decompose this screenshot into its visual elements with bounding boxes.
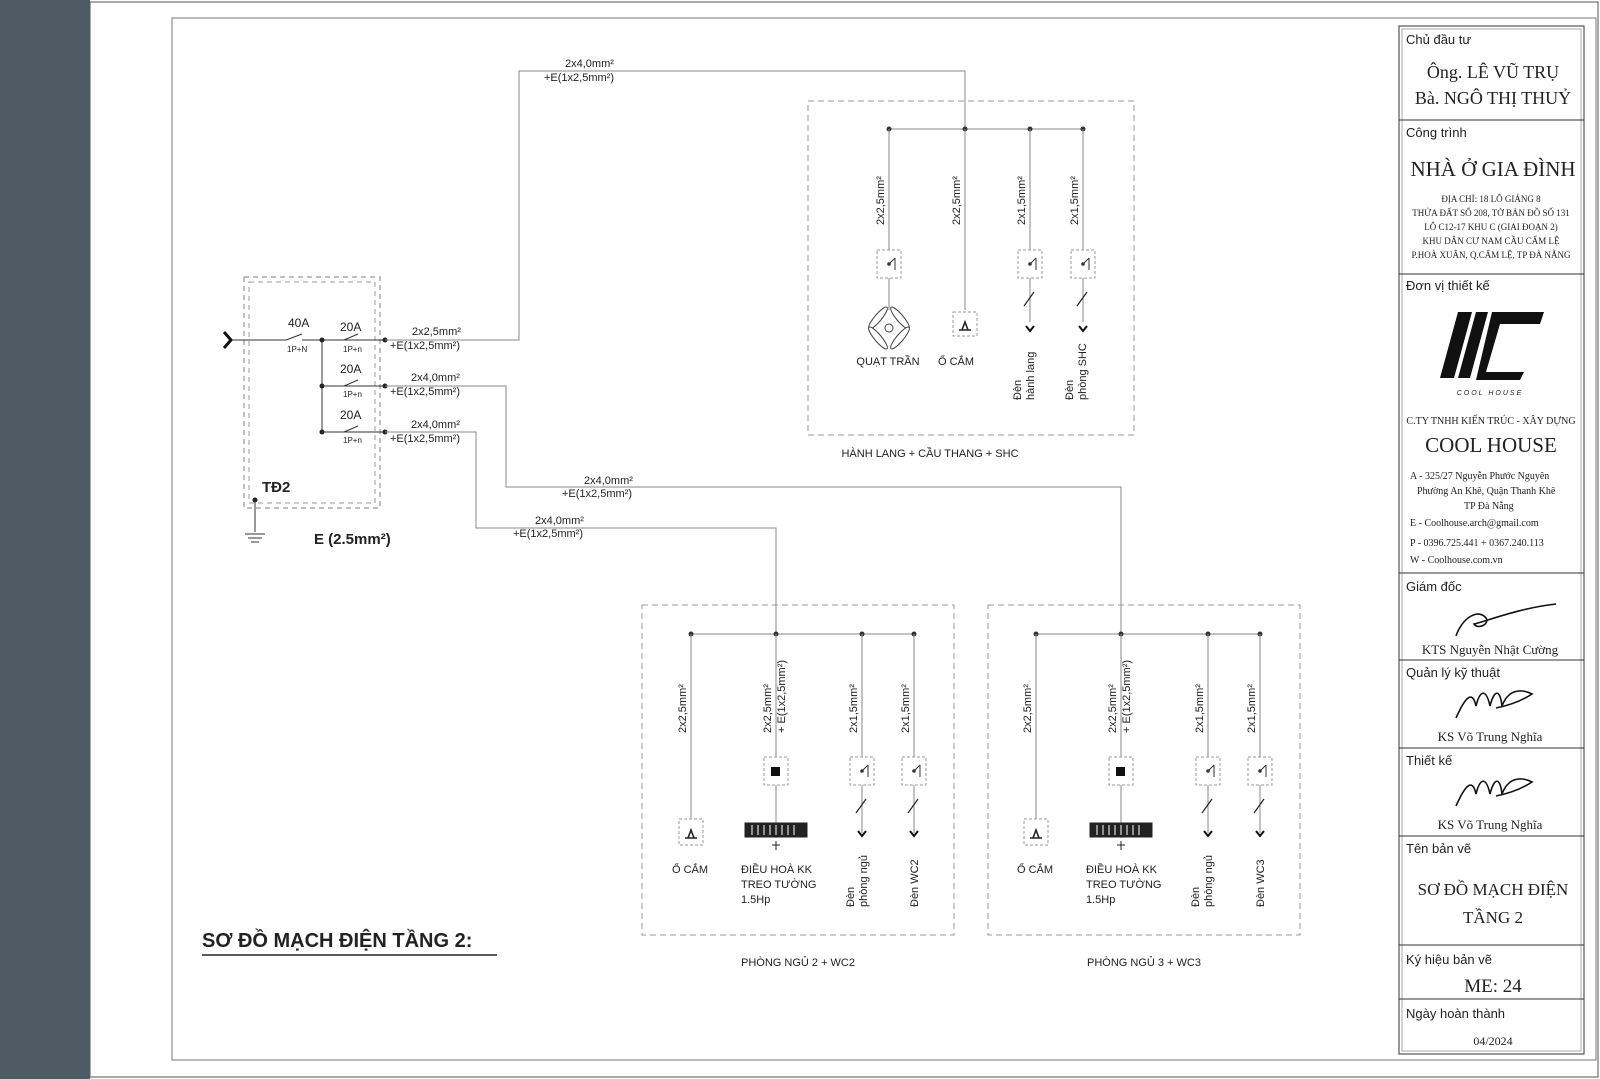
company-logo: [1440, 312, 1544, 397]
bed3-zone-label: PHÒNG NGỦ 3 + WC3: [1087, 957, 1201, 969]
bed2-wire-2-earth: + E(1x2,5mm²): [776, 659, 788, 733]
breaker-2-rating: 20A: [340, 362, 362, 376]
hall-wire-2: 2x2,5mm²: [951, 176, 963, 225]
drawing-code: ME: 24: [1464, 976, 1522, 997]
hall-wire-3: 2x1,5mm²: [1016, 176, 1028, 225]
company-address-3: TP Đà Nẵng: [1464, 501, 1514, 512]
tech-manager-label: Quản lý kỹ thuật: [1406, 665, 1500, 680]
designer-signature: [1456, 779, 1532, 806]
company-name: COOL HOUSE: [1425, 433, 1557, 457]
completion-date-label: Ngày hoàn thành: [1406, 1006, 1506, 1021]
bed2-ac-label-1: ĐIỀU HOÀ KK: [741, 864, 812, 876]
bed3-light1-a: Đèn: [1190, 886, 1202, 907]
bed3-wire-1: 2x2,5mm²: [1022, 684, 1034, 733]
hall-socket-label: Ổ CẮM: [937, 356, 975, 368]
bed3-light1-b: phòng ngủ: [1203, 855, 1215, 907]
project-label: Công trình: [1406, 125, 1467, 140]
cable-3-mid-earth: +E(1x2,5mm²): [513, 528, 583, 540]
company-email: E - Coolhouse.arch@gmail.com: [1410, 518, 1539, 529]
tech-manager-name: KS Võ Trung Nghĩa: [1437, 729, 1543, 744]
main-breaker-type: 1P+N: [287, 345, 308, 354]
breaker-3-type: 1P+n: [343, 436, 362, 445]
hall-light1-a: Đèn: [1012, 379, 1024, 400]
bed2-light1-a: Đèn: [845, 886, 857, 907]
address-3: LÔ C12-17 KHU C (GIAI ĐOẠN 2): [1424, 222, 1558, 232]
cable-1-earth: +E(1x2,5mm²): [390, 340, 460, 352]
address-4: KHU DÂN CƯ NAM CẦU CẨM LỆ: [1422, 236, 1560, 246]
bed2-wire-2: 2x2,5mm²: [762, 684, 774, 733]
lamp-icon: [1079, 326, 1087, 331]
drawing-name-label: Tên bản vẽ: [1406, 841, 1472, 856]
ceiling-fan-icon: [866, 305, 911, 351]
hall-light2-a: Đèn: [1064, 379, 1076, 400]
breaker-3-rating: 20A: [340, 408, 362, 422]
earth-label: E (2.5mm²): [314, 531, 391, 548]
bed3-wire-4: 2x1,5mm²: [1246, 684, 1258, 733]
owner-label: Chủ đầu tư: [1406, 32, 1472, 47]
tech-manager-signature: [1456, 691, 1532, 718]
company-type: C.TY TNHH KIẾN TRÚC - XÂY DỰNG: [1406, 416, 1576, 427]
hall-wire-4: 2x1,5mm²: [1069, 176, 1081, 225]
bed2-socket-label: Ổ CẮM: [671, 864, 709, 876]
bed2-light1-b: phòng ngủ: [858, 855, 870, 907]
cable-1-size: 2x2,5mm²: [412, 326, 461, 338]
bed3-ac-label-1: ĐIỀU HOÀ KK: [1086, 864, 1157, 876]
hall-fan-label: QUẠT TRẦN: [856, 356, 920, 368]
bed3-wire-2: 2x2,5mm²: [1107, 684, 1119, 733]
bed2-light2: Đèn WC2: [909, 859, 921, 907]
company-address-2: Phường An Khê, Quận Thanh Khê: [1417, 486, 1556, 497]
company-address-1: A - 325/27 Nguyễn Phước Nguyên: [1410, 471, 1550, 482]
incoming-feed-icon: [224, 332, 231, 348]
breaker-1-type: 1P+n: [343, 345, 362, 354]
cable-2-mid-size: 2x4,0mm²: [584, 475, 633, 487]
hall-light1-b: hành lang: [1025, 351, 1037, 400]
bed2-wire-3: 2x1,5mm²: [848, 684, 860, 733]
cable-1-top-earth: +E(1x2,5mm²): [544, 72, 614, 84]
drawing-name-2: TẦNG 2: [1463, 908, 1523, 927]
address-2: THỬA ĐẤT SỐ 208, TỜ BẢN ĐỒ SỐ 131: [1412, 208, 1570, 218]
bed3-socket-label: Ổ CẮM: [1016, 864, 1054, 876]
lamp-icon: [1026, 326, 1034, 331]
feeder-lines: [385, 71, 1121, 634]
main-breaker-rating: 40A: [288, 316, 310, 330]
bed3-light2: Đèn WC3: [1255, 859, 1267, 907]
bed2-ac-label-2: TREO TƯỜNG: [741, 879, 817, 891]
breaker-2-type: 1P+n: [343, 390, 362, 399]
bed3-wire-3: 2x1,5mm²: [1194, 684, 1206, 733]
bed2-wire-1: 2x2,5mm²: [677, 684, 689, 733]
owner-2: Bà. NGÔ THỊ THUỶ: [1414, 88, 1572, 108]
director-name: KTS Nguyễn Nhật Cường: [1421, 642, 1559, 657]
bed3-ac-label-3: 1.5Hp: [1086, 894, 1116, 906]
director-label: Giám đốc: [1406, 579, 1462, 594]
breaker-1-rating: 20A: [340, 320, 362, 334]
address-5: P.HOÀ XUÂN, Q.CẨM LỆ, TP ĐÀ NẴNG: [1411, 250, 1571, 260]
bed3-ac-label-2: TREO TƯỜNG: [1086, 879, 1162, 891]
director-signature: [1456, 604, 1556, 636]
company-web: W - Coolhouse.com.vn: [1410, 555, 1503, 566]
designer-label: Đơn vị thiết kế: [1406, 278, 1490, 293]
cable-2-earth: +E(1x2,5mm²): [390, 386, 460, 398]
owner-1: Ông. LÊ VŨ TRỤ: [1426, 62, 1560, 82]
drawing-name-1: SƠ ĐỒ MẠCH ĐIỆN: [1417, 880, 1569, 899]
hall-wire-1: 2x2,5mm²: [875, 176, 887, 225]
hall-light2-b: phòng SHC: [1077, 343, 1089, 400]
hall-zone-label: HÀNH LANG + CẦU THANG + SHC: [841, 448, 1019, 460]
bed2-zone-label: PHÒNG NGỦ 2 + WC2: [741, 957, 855, 969]
cable-3-size: 2x4,0mm²: [411, 419, 460, 431]
company-phone: P - 0396.725.441 + 0367.240.113: [1410, 538, 1544, 549]
diagram-title: SƠ ĐỒ MẠCH ĐIỆN TẦNG 2:: [202, 930, 473, 952]
cable-2-size: 2x4,0mm²: [411, 372, 460, 384]
cable-2-mid-earth: +E(1x2,5mm²): [562, 488, 632, 500]
bed2-wire-4: 2x1,5mm²: [900, 684, 912, 733]
logo-text: COOL HOUSE: [1456, 390, 1524, 397]
air-conditioner-icon: [745, 823, 807, 850]
panel-name: TĐ2: [262, 479, 291, 496]
completion-date: 04/2024: [1473, 1034, 1513, 1048]
bed3-wire-2-earth: + E(1x2,5mm²): [1121, 659, 1133, 733]
air-conditioner-icon: [1090, 823, 1152, 850]
designer-person-label: Thiết kế: [1406, 753, 1453, 768]
cable-1-top-size: 2x4,0mm²: [565, 58, 614, 70]
address-1: ĐỊA CHỈ: 18 LÔ GIÁNG 8: [1441, 194, 1541, 204]
bed2-ac-label-3: 1.5Hp: [741, 894, 771, 906]
cable-3-mid-size: 2x4,0mm²: [535, 515, 584, 527]
designer-person-name: KS Võ Trung Nghĩa: [1437, 817, 1543, 832]
drawing-code-label: Ký hiệu bản vẽ: [1406, 952, 1493, 967]
cable-3-earth: +E(1x2,5mm²): [390, 433, 460, 445]
project-name: NHÀ Ở GIA ĐÌNH: [1410, 157, 1576, 181]
